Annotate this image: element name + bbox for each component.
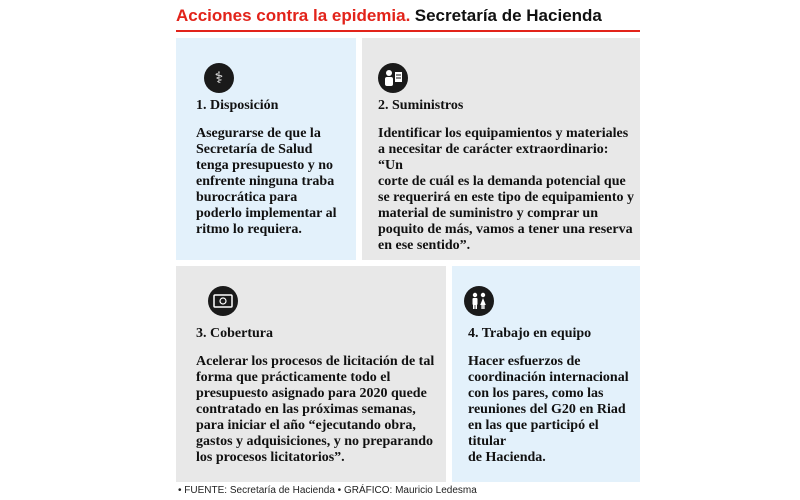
body-line: poderlo implementar al	[196, 206, 337, 221]
panel-suministros	[362, 38, 640, 260]
body-line: Hacer esfuerzos de	[468, 354, 581, 369]
caduceus-icon: ⚕	[204, 63, 234, 93]
body-line: gastos y adquisiciones, y no preparando	[196, 434, 434, 449]
body-line: enfrente ninguna traba	[196, 174, 335, 189]
body-line: se requerirá en este tipo de equipamiento y	[378, 190, 634, 205]
panel-body	[378, 126, 636, 254]
source-credit: • FUENTE: Secretaría de Hacienda • GRÁFICO: Mauricio Ledesma	[178, 485, 477, 496]
body-line: Asegurarse de que la	[196, 126, 321, 141]
panel-heading: 1. Disposición	[196, 98, 279, 113]
body-line: tenga presupuesto y no	[196, 158, 334, 173]
panel-cobertura	[176, 266, 446, 482]
body-line: Secretaría de Salud	[196, 142, 313, 157]
body-line: ritmo lo requiera.	[196, 222, 302, 237]
panel-heading: 3. Cobertura	[196, 326, 273, 341]
body-line: en ese sentido”.	[378, 238, 471, 253]
page-title	[176, 6, 640, 30]
panel-body	[196, 126, 356, 238]
doctor-supplies-icon	[378, 63, 408, 93]
body-line: poquito de más, vamos a tener una reserva	[378, 222, 633, 237]
body-line: con los pares, como las	[468, 386, 604, 401]
title-rule	[176, 30, 640, 32]
money-svg	[213, 294, 233, 308]
money-icon	[208, 286, 238, 316]
body-line: en las que participó el titular	[468, 418, 599, 449]
panel-heading: 4. Trabajo en equipo	[468, 326, 592, 341]
body-line: los procesos licitatorios”.	[196, 450, 345, 465]
doctor-supplies-svg	[382, 68, 404, 88]
body-line: Acelerar los procesos de licitación de tal	[196, 354, 435, 369]
panel-heading: 2. Suministros	[378, 98, 464, 113]
body-line: a necesitar de carácter extraordinario: “Un	[378, 142, 609, 173]
body-line: para iniciar el año “ejecutando obra,	[196, 418, 416, 433]
body-line: burocrática para	[196, 190, 298, 205]
body-line: coordinación internacional	[468, 370, 629, 385]
title-black: Secretaría de Hacienda	[414, 6, 602, 25]
panel-disposicion	[176, 38, 356, 260]
body-line: material de suministro y comprar un	[378, 206, 598, 221]
body-line: reuniones del G20 en Riad	[468, 402, 626, 417]
people-svg	[469, 292, 489, 310]
body-line: presupuesto asignado para 2020 quede	[196, 386, 427, 401]
body-line: corte de cuál es la demanda potencial que	[378, 174, 626, 189]
body-line: contratado en las próximas semanas,	[196, 402, 416, 417]
panel-body	[468, 354, 640, 466]
panel-trabajo-en-equipo	[452, 266, 640, 482]
title-red: Acciones contra la epidemia.	[176, 6, 411, 25]
panel-body	[196, 354, 446, 466]
body-line: forma que prácticamente todo el	[196, 370, 391, 385]
body-line: de Hacienda.	[468, 450, 546, 465]
body-line: Identificar los equipamientos y materiales	[378, 126, 629, 141]
people-icon	[464, 286, 494, 316]
